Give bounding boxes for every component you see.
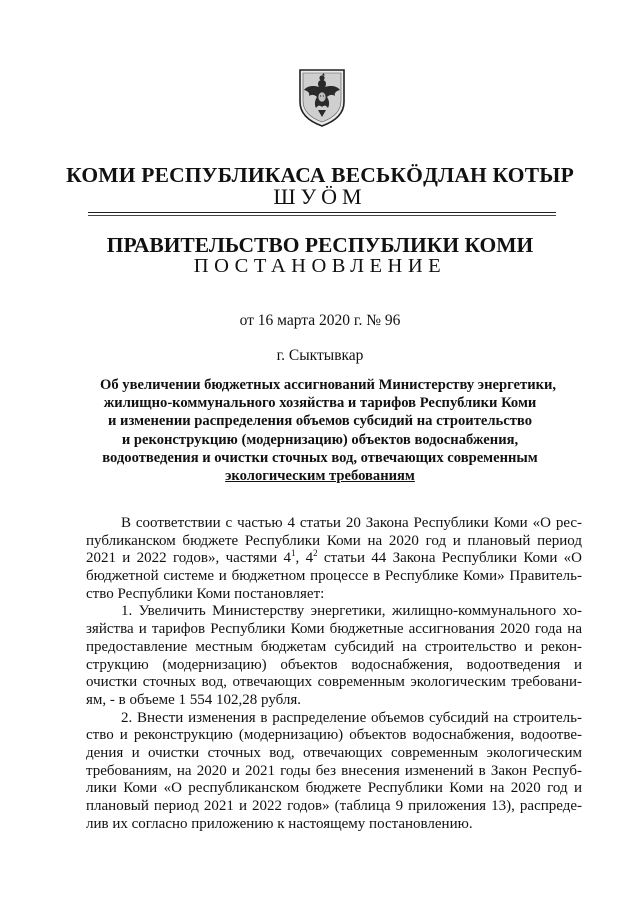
body-line: предоставление местным бюджетам субсидий на строительство и рекон- (86, 638, 582, 655)
document-date-number: от 16 марта 2020 г. № 96 (239, 312, 401, 329)
title-line: экологическим требованиям (225, 468, 415, 485)
body-line: 2. Внести изменения в распределение объемов субсидий на строитель- (121, 709, 582, 726)
komi-coat-of-arms-icon (297, 68, 347, 128)
body-line: лив их согласно приложению к настоящему постановлению. (86, 815, 473, 832)
title-line: жилищно-коммунального хозяйства и тарифов Республики Коми (103, 395, 537, 412)
superscript: 2 (313, 548, 318, 559)
title-line: и изменении распределения объемов субсидий на строительство (107, 413, 532, 430)
title-line: водоотведения и очистки сточных вод, отвечающих современным (102, 449, 538, 466)
body-text: , 4 (295, 550, 314, 567)
document-subject-title (100, 376, 557, 485)
body-line: очистки сточных вод, отвечающих современным экологическим требовани- (86, 674, 582, 691)
title-line: Об увеличении бюджетных ассигнований Министерству энергетики, (100, 377, 557, 393)
body-text: 2021 и 2022 годов», частями 4 (86, 550, 292, 567)
body-line: публиканском бюджете Республики Коми на 2020 год и плановый период (86, 532, 582, 549)
komi-header-title: КОМИ РЕСПУБЛИКАСА ВЕСЬКӦДЛАН КОТЫР (66, 163, 574, 187)
body-line: бюджетной системе и бюджетном процессе в Республике Коми» Правитель- (86, 568, 582, 585)
body-text: статьи 44 Закона Республики Коми «О (317, 550, 582, 567)
body-line: 1. Увеличить Министерству энергетики, жилищно-коммунального хо- (121, 603, 582, 620)
document-city: г. Сыктывкар (276, 347, 364, 364)
header-divider-top (88, 212, 556, 213)
body-line: дения и очистки сточных вод, отвечающих современным экологическим (86, 744, 582, 761)
body-line: плановый период 2021 и 2022 годов» (таблица 9 приложения 13), распреде- (86, 798, 582, 814)
body-line: ство и реконструкцию (модернизацию) объектов водоснабжения, водоотве- (86, 727, 582, 744)
body-line: ям, - в объеме 1 554 102,28 рубля. (86, 691, 302, 708)
superscript: 1 (291, 548, 296, 559)
body-line: ство Республики Коми постановляет: (86, 585, 325, 602)
header-divider-bottom (88, 215, 556, 216)
komi-header-subtitle: ШУӦМ (273, 184, 367, 209)
body-line: лики Коми «О республиканском бюджете Республики Коми на 2020 год и (86, 780, 582, 797)
document-type: ПОСТАНОВЛЕНИЕ (193, 255, 447, 277)
body-line: струкцию (модернизацию) объектов водоснабжения, водоотведения и (86, 656, 582, 673)
body-line: требованиям, на 2020 и 2021 годы без внесения изменений в Закон Респуб- (86, 762, 582, 779)
body-line: В соответствии с частью 4 статьи 20 Закона Республики Коми «О рес- (121, 515, 582, 531)
title-line: и реконструкцию (модернизацию) объектов водоснабжения, (121, 431, 519, 448)
body-line (86, 550, 582, 568)
government-title: ПРАВИТЕЛЬСТВО РЕСПУБЛИКИ КОМИ (106, 233, 534, 257)
document-body (86, 515, 582, 833)
body-line: зяйства и тарифов Республики Коми бюджетные ассигнования 2020 года на (86, 621, 582, 638)
